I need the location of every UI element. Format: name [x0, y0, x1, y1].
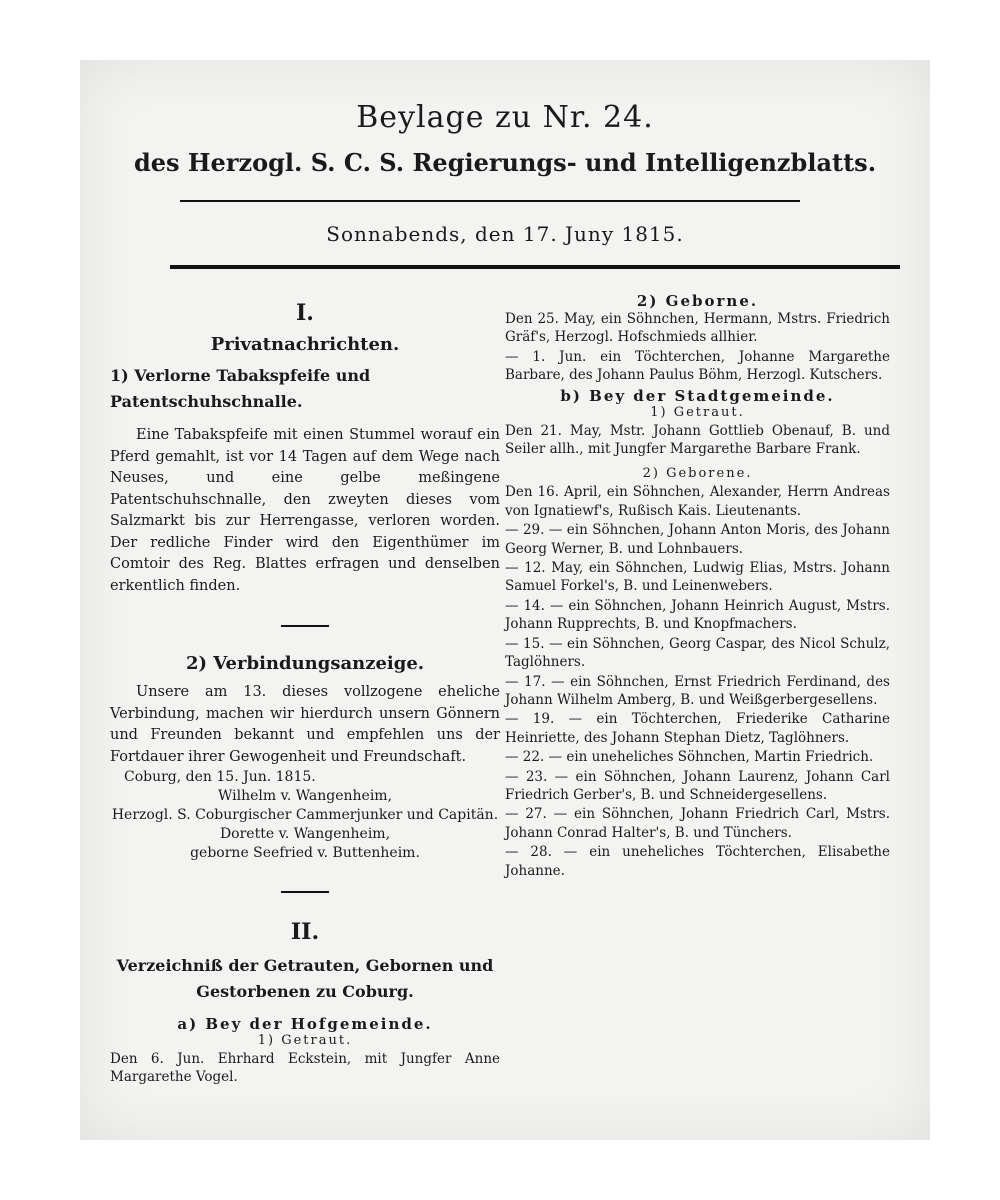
list-item: Den 25. May, ein Söhnchen, Hermann, Mstrs. Friedrich Gräf's, Herzogl. Hofschmieds allhier.: [505, 311, 890, 346]
issue-date: Sonnabends, den 17. Juny 1815.: [326, 222, 684, 246]
section-heading-list: Verzeichniß der Getrauten, Gebornen und Gestorbenen zu Coburg.: [116, 956, 494, 1001]
item-text-2: Unsere am 13. dieses vollzogene eheliche Verbindung, machen wir hierdurch unsern Gönnern und Freunden bekannt und empfehlen uns der Fortdauer ihrer Gewogenheit und Freundschaft.: [110, 684, 500, 765]
list-item: — 12. May, ein Söhnchen, Ludwig Elias, Mstrs. Johann Samuel Forkel's, B. und Leinenwebers.: [505, 560, 890, 595]
subsection-getraut: 1) Getraut.: [650, 404, 745, 420]
subsection-getraut: 1) Getraut.: [257, 1033, 353, 1048]
item-text-1: Eine Tabakspfeife mit einen Stummel worauf ein Pferd gemahlt, ist vor 14 Tagen auf dem Wege nach Neuses, und eine gelbe meßingene Patentschuhschnalle, den zweyten dieses vom Salzmarkt bis zur Herrengasse, verloren worden. Der redliche Finder wird den Eigenthümer im Comtoir des Reg. Blattes erfragen und denselben erkentlich finden.: [110, 427, 500, 594]
section-number-1: I.: [296, 300, 314, 326]
list-item: — 27. — ein Söhnchen, Johann Friedrich Carl, Mstrs. Johann Conrad Halter's, B. und Tünchers.: [505, 806, 890, 841]
subsection-stadtgemeinde: b) Bey der Stadtgemeinde.: [560, 386, 835, 405]
list-item: — 19. — ein Töchterchen, Friederike Catharine Heinriette, des Johann Stephan Dietz, Taglöhners.: [505, 711, 890, 746]
list-item: — 28. — ein uneheliches Töchterchen, Elisabethe Johanne.: [505, 844, 890, 879]
newspaper-page: [80, 60, 930, 1140]
list-item: — 15. — ein Söhnchen, Georg Caspar, des Nicol Schulz, Taglöhners.: [505, 635, 890, 671]
signature-name-1: Wilhelm v. Wangenheim,: [217, 788, 393, 804]
list-item: — 29. — ein Söhnchen, Johann Anton Moris, des Johann Georg Werner, B. und Lohnbauers.: [505, 522, 890, 557]
separator: [281, 891, 329, 893]
list-item: Den 21. May, Mstr. Johann Gottlieb Obenauf, B. und Seiler allh., mit Jungfer Margarethe Barbare Frank.: [505, 422, 890, 458]
left-column: [110, 290, 500, 1087]
signature-name-2: Dorette v. Wangenheim,: [219, 826, 391, 842]
subsection-geborene: 2) Geborene.: [642, 466, 753, 482]
right-column: [505, 290, 890, 880]
section-number-2: II.: [290, 919, 320, 945]
page-title: Beylage zu Nr. 24.: [356, 100, 654, 135]
item-heading-2: 2) Verbindungsanzeige.: [185, 653, 425, 674]
list-item: — 23. — ein Söhnchen, Johann Laurenz, Johann Carl Friedrich Gerber's, B. und Schneidergesellens.: [505, 768, 890, 803]
list-item: — 14. — ein Söhnchen, Johann Heinrich August, Mstrs. Johann Rupprechts, B. und Knopfmachers.: [505, 597, 890, 633]
signature-birth-2: geborne Seefried v. Buttenheim.: [190, 845, 420, 861]
signature-title-1: Herzogl. S. Coburgischer Cammerjunker und Capitän.: [111, 807, 499, 823]
item-heading-1: 1) Verlorne Tabakspfeife und Patentschuhschnalle.: [110, 366, 371, 411]
list-item: — 17. — ein Söhnchen, Ernst Friedrich Ferdinand, des Johann Wilhelm Amberg, B. und Weißgerbergesellens.: [505, 673, 890, 708]
subsection-hofgemeinde: a) Bey der Hofgemeinde.: [177, 1015, 433, 1033]
list-item: Den 16. April, ein Söhnchen, Alexander, Herrn Andreas von Ignatiewf's, Rußisch Kais. Lieutenants.: [505, 484, 890, 519]
list-item: — 22. — ein uneheliches Söhnchen, Martin Friedrich.: [505, 749, 874, 766]
list-item: Den 6. Jun. Ehrhard Eckstein, mit Jungfer Anne Margarethe Vogel.: [110, 1051, 500, 1086]
header-rule: [180, 200, 800, 202]
subsection-geborne: 2) Geborne.: [636, 292, 759, 310]
header-rule-thick: [170, 265, 900, 269]
separator: [281, 625, 329, 627]
page-subtitle: des Herzogl. S. C. S. Regierungs- und Intelligenzblatts.: [133, 148, 877, 177]
list-item: — 1. Jun. ein Töchterchen, Johanne Margarethe Barbare, des Johann Paulus Böhm, Herzogl. Kutschers.: [505, 348, 890, 384]
item-place-date: Coburg, den 15. Jun. 1815.: [124, 769, 316, 785]
section-heading-private: Privatnachrichten.: [210, 334, 400, 355]
